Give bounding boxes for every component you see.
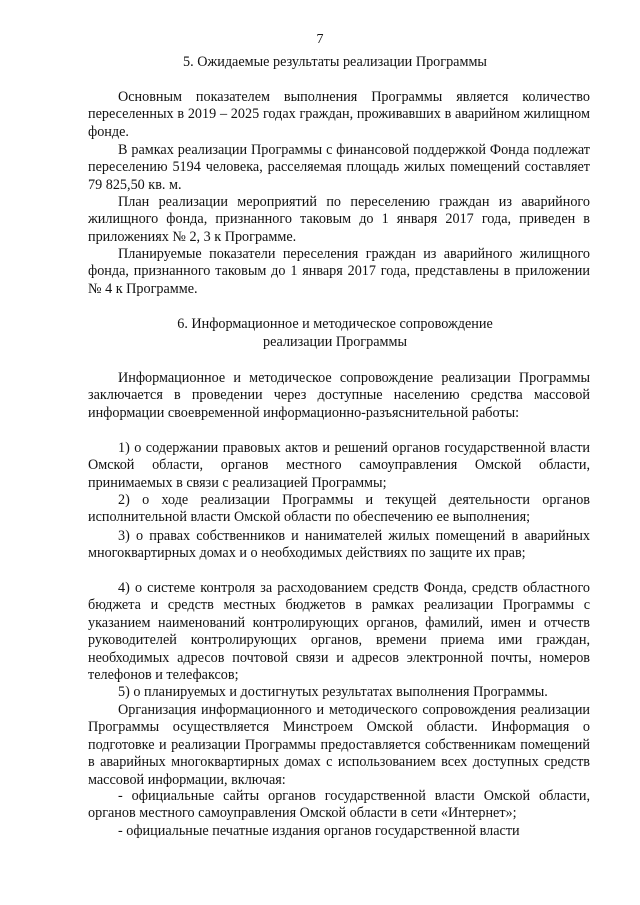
section-6-heading-line-2: реализации Программы xyxy=(262,334,408,350)
section-6-paragraph-intro: Информационное и методическое сопровождение реализации Программы заключается в проведении через доступные населению средства массовой информации своевременной информационно-разъяснительной работы: xyxy=(88,370,590,421)
page-number: 7 xyxy=(316,32,324,47)
section-5-paragraph-2: В рамках реализации Программы с финансовой поддержкой Фонда подлежат переселению 5194 человека, расселяемая площадь жилых помещений составляет 79 825,50 кв. м. xyxy=(88,142,590,193)
section-5-paragraph-1: Основным показателем выполнения Программы является количество переселенных в 2019 – 2025 годах граждан, проживавших в аварийном жилищном фонде. xyxy=(88,89,590,140)
section-6-heading-line-1: 6. Информационное и методическое сопровождение xyxy=(177,316,493,332)
section-6-list-item-5: 5) о планируемых и достигнутых результатах выполнения Программы. xyxy=(118,684,548,700)
section-5-paragraph-4: Планируемые показатели переселения граждан из аварийного жилищного фонда, признанного таковым до 1 января 2017 года, представлены в приложении № 4 к Программе. xyxy=(88,246,590,297)
section-6-bullet-1: - официальные сайты органов государственной власти Омской области, органов местного самоуправления Омской области в сети «Интернет»; xyxy=(88,788,590,822)
section-6-list-item-3: 3) о правах собственников и нанимателей жилых помещений в аварийных многоквартирных домах и о необходимых действиях по защите их прав; xyxy=(88,528,590,562)
section-6-bullet-2: - официальные печатные издания органов государственной власти xyxy=(118,823,520,839)
section-6-list-item-2: 2) о ходе реализации Программы и текущей деятельности органов исполнительной власти Омской области по обеспечению ее выполнения; xyxy=(88,492,590,526)
section-6-list-item-4: 4) о системе контроля за расходованием средств Фонда, средств областного бюджета и средств местных бюджетов в рамках реализации Программы с указанием наименований контролирующих органов, фамилий, имен и отчеств руководителей контролирующих органов, времени приема ими граждан, необходимых адресов почтовой связи и адресов электронной почты, номеров телефонов и телефаксов; xyxy=(88,580,590,684)
section-6-list-item-1: 1) о содержании правовых актов и решений органов государственной власти Омской области, органов местного самоуправления Омской области, принимаемых в связи с реализацией Программы; xyxy=(88,440,590,491)
section-6-paragraph-organization: Организация информационного и методического сопровождения реализации Программы осуществляется Минстроем Омской области. Информация о подготовке и реализации Программы предоставляется собственникам помещений в аварийных многоквартирных домах с использованием всех доступных средств массовой информации, включая: xyxy=(88,702,590,788)
section-5-paragraph-3: План реализации мероприятий по переселению граждан из аварийного жилищного фонда, признанного таковым до 1 января 2017 года, приведен в приложениях № 2, 3 к Программе. xyxy=(88,194,590,245)
section-5-heading: 5. Ожидаемые результаты реализации Программы xyxy=(183,54,487,70)
